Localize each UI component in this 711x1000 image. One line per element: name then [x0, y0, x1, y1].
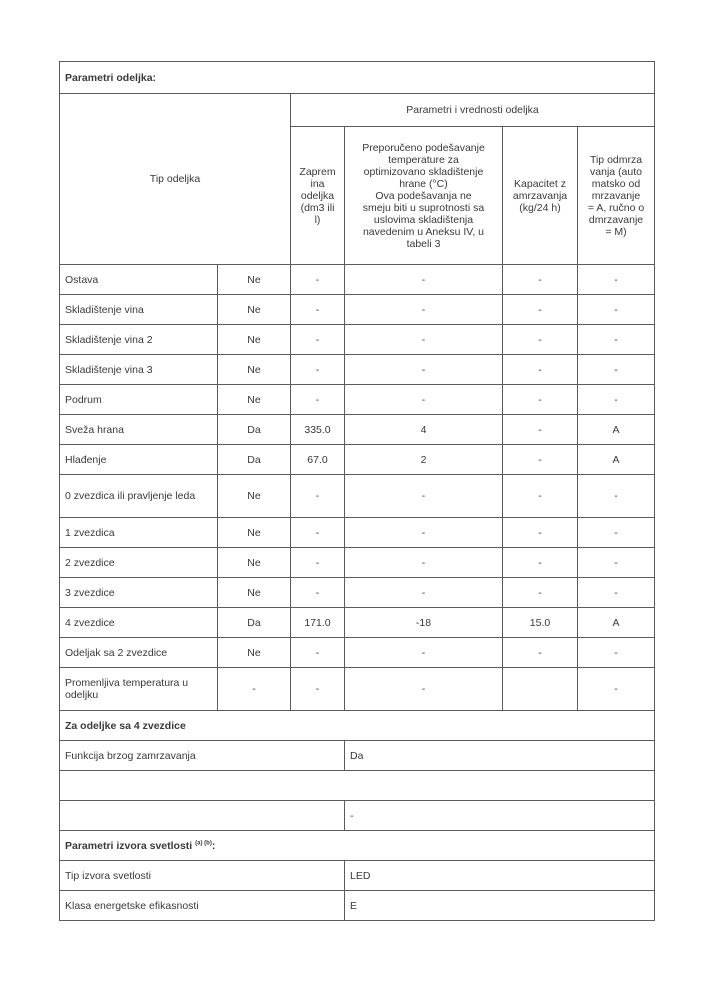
- light-heading-colon: :: [211, 839, 216, 852]
- col-header-volume: [291, 127, 345, 265]
- volume-cell: -: [291, 548, 345, 578]
- temperature-cell: -: [345, 548, 503, 578]
- defrost-cell: -: [578, 548, 655, 578]
- col-header-defrost: [578, 127, 655, 265]
- header-line: (kg/24 h): [519, 201, 561, 214]
- table-title: Parametri odeljka:: [60, 62, 655, 94]
- volume-cell: -: [291, 518, 345, 548]
- header-line: = A, ručno o: [587, 201, 645, 214]
- present-flag: Ne: [218, 548, 291, 578]
- col-header-temperature: [345, 127, 503, 265]
- compartment-name: Promenljiva temperatura u odeljku: [60, 668, 218, 711]
- compartment-parameters-table: [59, 61, 655, 921]
- defrost-cell: -: [578, 295, 655, 325]
- compartment-name: 2 zvezdice: [60, 548, 218, 578]
- header-line: uslovima skladištenja: [373, 213, 474, 226]
- four-star-heading: Za odeljke sa 4 zvezdice: [60, 711, 655, 741]
- compartment-name: 4 zvezdice: [60, 608, 218, 638]
- capacity-cell: -: [503, 415, 578, 445]
- volume-cell: -: [291, 325, 345, 355]
- present-flag: Ne: [218, 295, 291, 325]
- header-line: (dm3 ili: [300, 201, 335, 214]
- capacity-cell: -: [503, 265, 578, 295]
- temperature-cell: -: [345, 385, 503, 415]
- compartment-name: Odeljak sa 2 zvezdice: [60, 638, 218, 668]
- capacity-cell: -: [503, 475, 578, 518]
- capacity-cell: -: [503, 445, 578, 475]
- blank-value: -: [345, 801, 655, 831]
- header-line: odeljka: [300, 189, 335, 202]
- capacity-cell: [503, 668, 578, 711]
- header-line: hrane (°C): [399, 177, 448, 190]
- group-header: Parametri i vrednosti odeljka: [291, 94, 655, 127]
- temperature-cell: -: [345, 668, 503, 711]
- header-line: vanja (auto: [590, 165, 642, 178]
- header-line: l): [314, 213, 321, 226]
- compartment-name: Podrum: [60, 385, 218, 415]
- capacity-cell: -: [503, 548, 578, 578]
- volume-cell: -: [291, 265, 345, 295]
- volume-cell: 67.0: [291, 445, 345, 475]
- table-row: [60, 548, 655, 578]
- present-flag: Ne: [218, 475, 291, 518]
- light-type-value: LED: [345, 861, 655, 891]
- header-line: dmrzavanje: [588, 213, 644, 226]
- table-row: [60, 608, 655, 638]
- capacity-cell: -: [503, 355, 578, 385]
- present-flag: Da: [218, 608, 291, 638]
- capacity-cell: -: [503, 385, 578, 415]
- blank-label: [60, 801, 345, 831]
- temperature-cell: -: [345, 638, 503, 668]
- tip-odeljka-header: Tip odeljka: [60, 94, 291, 265]
- header-line: Tip odmrza: [589, 153, 643, 166]
- defrost-cell: A: [578, 445, 655, 475]
- capacity-cell: -: [503, 518, 578, 548]
- compartment-name: 3 zvezdice: [60, 578, 218, 608]
- header-line: temperature za: [388, 153, 459, 166]
- volume-cell: -: [291, 355, 345, 385]
- footnote-refs: (a) (b): [195, 840, 212, 846]
- compartment-name: Skladištenje vina 2: [60, 325, 218, 355]
- header-line: = M): [605, 225, 627, 238]
- volume-cell: -: [291, 295, 345, 325]
- header-line: ina: [310, 177, 325, 190]
- volume-cell: 335.0: [291, 415, 345, 445]
- table-row: [60, 325, 655, 355]
- defrost-cell: A: [578, 415, 655, 445]
- present-flag: Ne: [218, 518, 291, 548]
- volume-cell: 171.0: [291, 608, 345, 638]
- volume-cell: -: [291, 578, 345, 608]
- present-flag: Ne: [218, 325, 291, 355]
- energy-class-value: E: [345, 891, 655, 921]
- compartment-name: 1 zvezdica: [60, 518, 218, 548]
- compartment-name: Sveža hrana: [60, 415, 218, 445]
- compartment-name: Skladištenje vina: [60, 295, 218, 325]
- temperature-cell: -: [345, 325, 503, 355]
- table-row: [60, 668, 655, 711]
- header-line: smeju biti u suprotnosti sa: [362, 201, 485, 214]
- header-line: navedenim u Aneksu IV, u: [362, 225, 485, 238]
- capacity-cell: -: [503, 325, 578, 355]
- table-row: [60, 638, 655, 668]
- light-heading-text: Parametri izvora svetlosti: [65, 839, 193, 852]
- present-flag: -: [218, 668, 291, 711]
- empty-row: [60, 771, 655, 801]
- capacity-cell: -: [503, 295, 578, 325]
- header-line: matsko od: [591, 177, 641, 190]
- compartment-name: 0 zvezdica ili pravljenje leda: [60, 475, 218, 518]
- volume-cell: -: [291, 475, 345, 518]
- temperature-cell: 2: [345, 445, 503, 475]
- table-row: [60, 578, 655, 608]
- defrost-cell: -: [578, 475, 655, 518]
- header-line: amrzavanja: [512, 189, 568, 202]
- present-flag: Ne: [218, 265, 291, 295]
- header-line: Zaprem: [299, 165, 336, 178]
- temperature-cell: -: [345, 475, 503, 518]
- volume-cell: -: [291, 638, 345, 668]
- header-line: mrzavanje: [591, 189, 641, 202]
- fast-freeze-value: Da: [345, 741, 655, 771]
- light-source-heading: [60, 831, 655, 861]
- volume-cell: -: [291, 385, 345, 415]
- defrost-cell: A: [578, 608, 655, 638]
- table-row: [60, 415, 655, 445]
- temperature-cell: -: [345, 518, 503, 548]
- temperature-cell: -: [345, 295, 503, 325]
- volume-cell: -: [291, 668, 345, 711]
- compartment-name: Ostava: [60, 265, 218, 295]
- compartment-name: Skladištenje vina 3: [60, 355, 218, 385]
- fast-freeze-label: Funkcija brzog zamrzavanja: [60, 741, 345, 771]
- capacity-cell: 15.0: [503, 608, 578, 638]
- table-row: [60, 385, 655, 415]
- header-line: Preporučeno podešavanje: [362, 141, 485, 154]
- temperature-cell: -18: [345, 608, 503, 638]
- present-flag: Ne: [218, 385, 291, 415]
- temperature-cell: -: [345, 355, 503, 385]
- defrost-cell: -: [578, 265, 655, 295]
- col-header-capacity: [503, 127, 578, 265]
- light-type-label: Tip izvora svetlosti: [60, 861, 345, 891]
- defrost-cell: -: [578, 355, 655, 385]
- table-row: [60, 475, 655, 518]
- temperature-cell: 4: [345, 415, 503, 445]
- header-line: optimizovano skladištenje: [363, 165, 484, 178]
- energy-class-label: Klasa energetske efikasnosti: [60, 891, 345, 921]
- defrost-cell: -: [578, 578, 655, 608]
- capacity-cell: -: [503, 578, 578, 608]
- header-line: tabeli 3: [406, 237, 441, 250]
- temperature-cell: -: [345, 265, 503, 295]
- present-flag: Ne: [218, 355, 291, 385]
- defrost-cell: -: [578, 518, 655, 548]
- table-row: [60, 265, 655, 295]
- table-row: [60, 355, 655, 385]
- present-flag: Ne: [218, 578, 291, 608]
- present-flag: Ne: [218, 638, 291, 668]
- compartment-name: Hlađenje: [60, 445, 218, 475]
- defrost-cell: -: [578, 638, 655, 668]
- defrost-cell: -: [578, 668, 655, 711]
- defrost-cell: -: [578, 385, 655, 415]
- capacity-cell: -: [503, 638, 578, 668]
- table-row: [60, 295, 655, 325]
- header-line: Kapacitet z: [514, 177, 566, 190]
- temperature-cell: -: [345, 578, 503, 608]
- defrost-cell: -: [578, 325, 655, 355]
- present-flag: Da: [218, 415, 291, 445]
- table-row: [60, 445, 655, 475]
- header-line: Ova podešavanja ne: [375, 189, 472, 202]
- present-flag: Da: [218, 445, 291, 475]
- table-row: [60, 518, 655, 548]
